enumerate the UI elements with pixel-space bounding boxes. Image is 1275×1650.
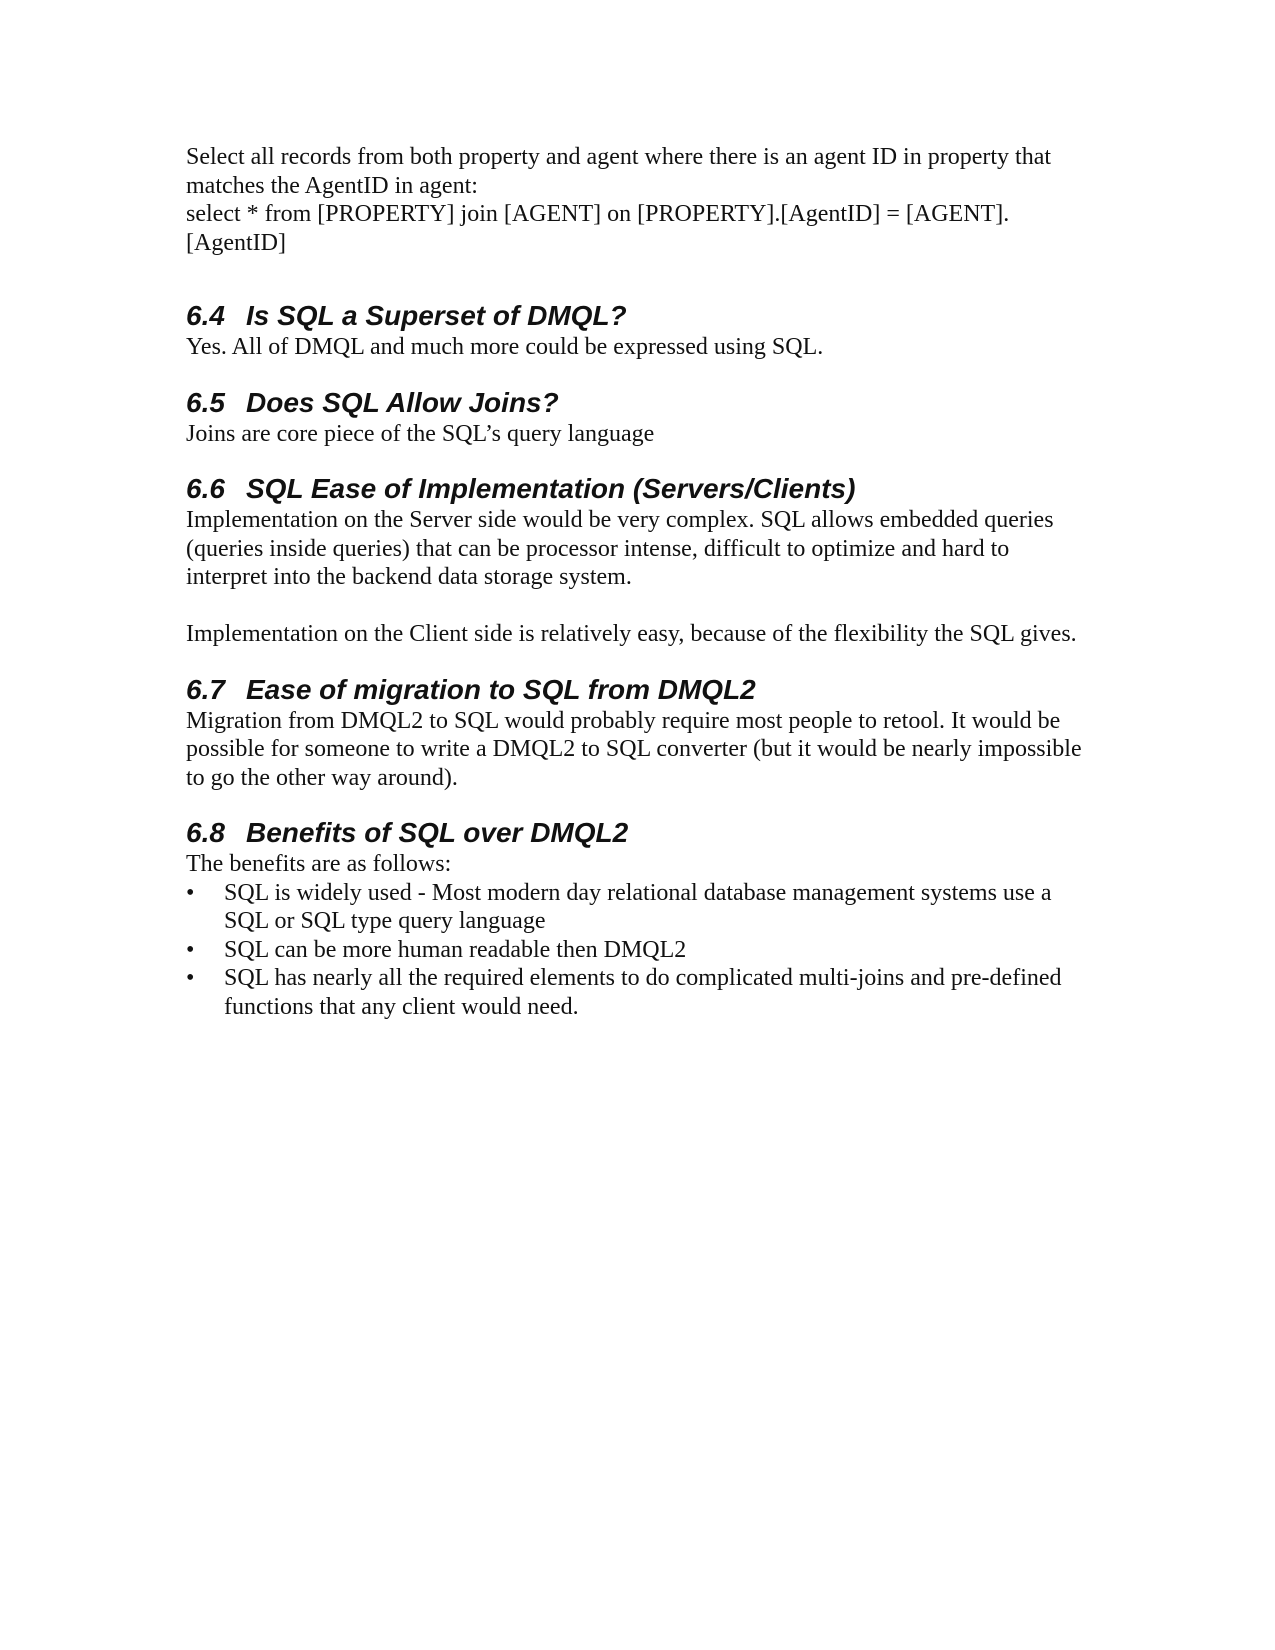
benefits-list [186,879,1086,1022]
section-title: SQL Ease of Implementation (Servers/Clients) [246,473,856,504]
section-number: 6.5 [186,386,225,418]
paragraph-spacer [186,592,1086,621]
section-number: 6.4 [186,300,225,331]
section-heading-6-7 [186,673,1086,707]
list-item [186,879,1086,936]
section-paragraph: The benefits are as follows: [186,851,452,877]
list-item [186,964,1086,1021]
list-item-text: SQL is widely used - Most modern day relational database management systems use a SQL or SQL type query language [224,879,1052,934]
section-number: 6.7 [186,673,225,705]
section-paragraph: Implementation on the Client side is relatively easy, because of the flexibility the SQL gives. [186,621,1077,647]
section-heading-6-8 [186,816,1086,850]
section-paragraph: Joins are core piece of the SQL’s query language [186,420,655,447]
section-title: Benefits of SQL over DMQL2 [246,817,629,848]
document-page [186,143,1086,1021]
section-number: 6.8 [186,817,225,848]
section-heading-6-6 [186,472,1086,506]
bullet-icon: • [186,965,195,991]
intro-sql-query: select * from [PROPERTY] join [AGENT] on [PROPERTY].[AgentID] = [AGENT].[AgentID] [186,201,1010,256]
section-title: Ease of migration to SQL from DMQL2 [246,673,756,705]
section-heading-6-4 [186,299,1086,333]
section-heading-6-5 [186,386,1086,420]
section-title: Does SQL Allow Joins? [246,386,559,418]
bullet-icon: • [186,936,195,963]
section-title: Is SQL a Superset of DMQL? [246,300,627,331]
list-item [186,936,1086,965]
bullet-icon: • [186,879,195,906]
intro-text: Select all records from both property and agent where there is an agent ID in property that matches the AgentID in agent: [186,144,1052,199]
list-item-text: SQL has nearly all the required elements to do complicated multi-joins and pre-defined functions that any client would need. [224,965,1062,1020]
list-item-text: SQL can be more human readable then DMQL2 [224,936,687,963]
section-paragraph: Implementation on the Server side would be very complex. SQL allows embedded queries (queries inside queries) that can be processor intense, difficult to optimize and hard to interpret into the backend data storage system. [186,507,1054,590]
section-paragraph: Migration from DMQL2 to SQL would probably require most people to retool. It would be possible for someone to write a DMQL2 to SQL converter (but it would be nearly impossible to go the other way around). [186,707,1082,791]
section-paragraph: Yes. All of DMQL and much more could be expressed using SQL. [186,334,824,360]
section-number: 6.6 [186,473,225,504]
